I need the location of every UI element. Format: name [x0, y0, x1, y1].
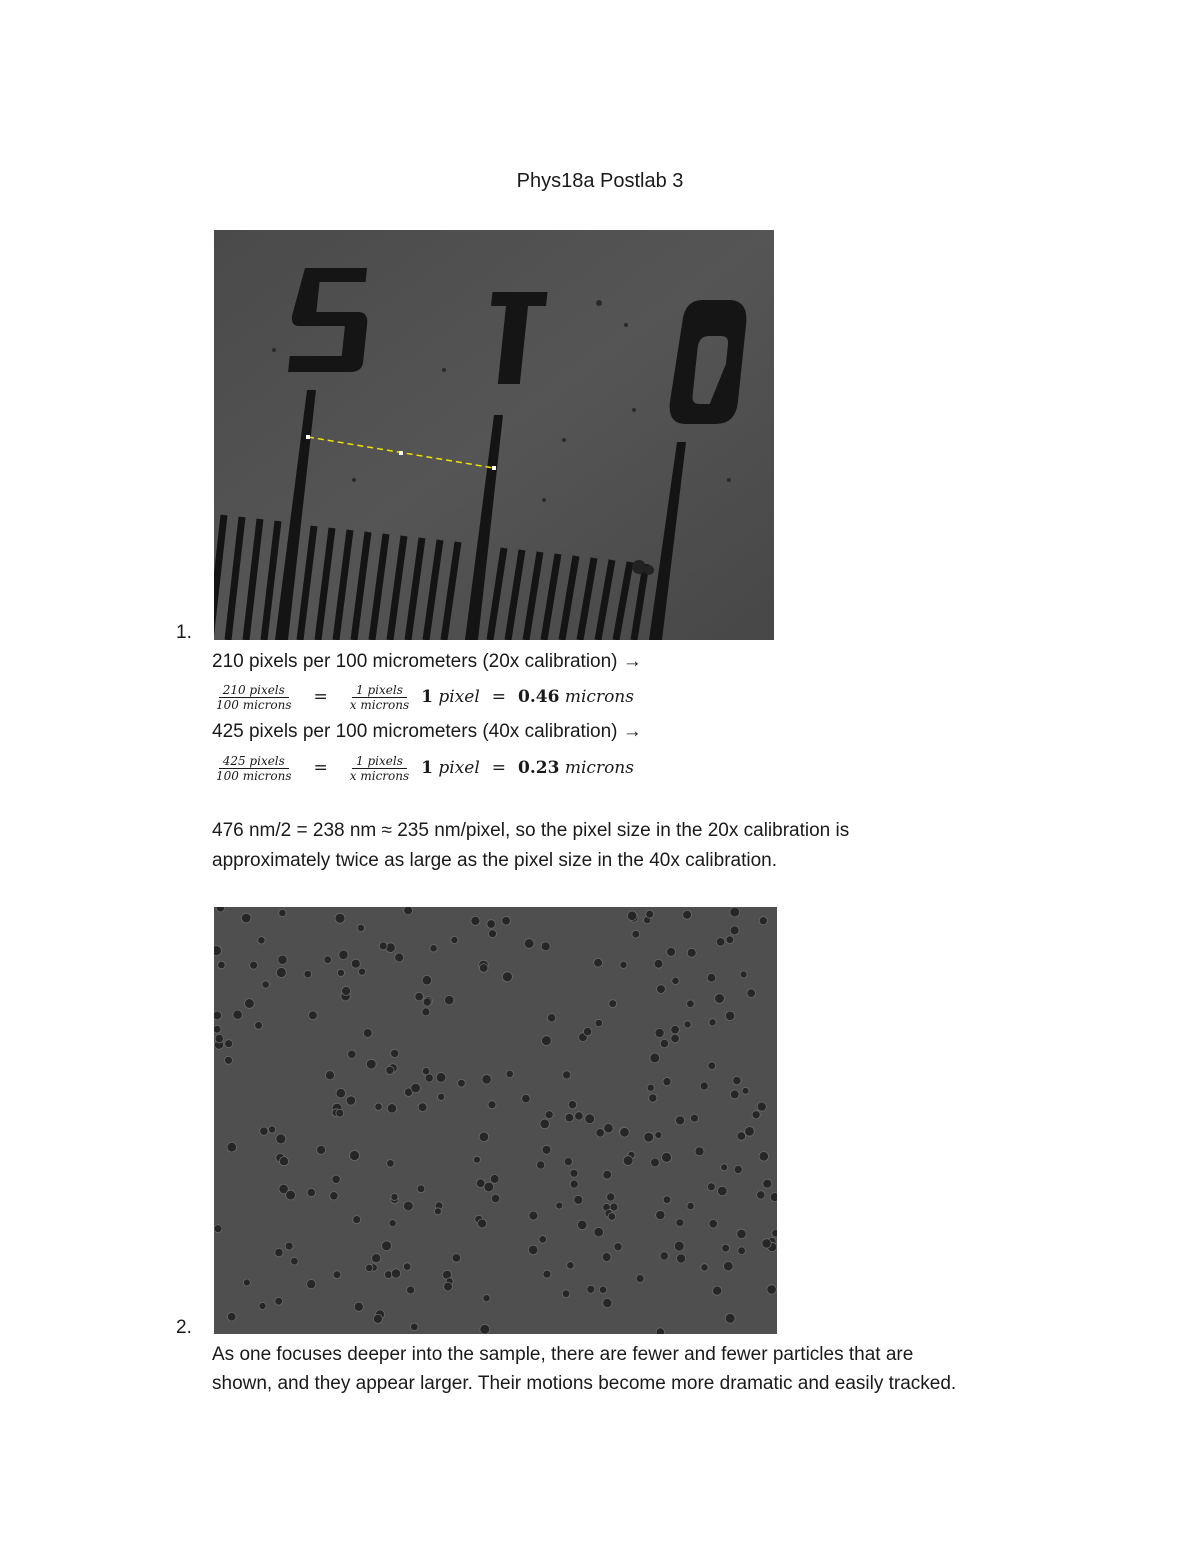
- particle: [663, 1078, 671, 1086]
- focus-paragraph-line-2: shown, and they appear larger. Their motions become more dramatic and easily tracked.: [212, 1373, 957, 1394]
- particle: [214, 1225, 222, 1233]
- particle: [262, 981, 269, 988]
- particle: [762, 1239, 771, 1248]
- list-marker-1: 1.: [176, 622, 192, 643]
- particle: [436, 1073, 446, 1083]
- particle: [575, 1112, 583, 1120]
- particle: [713, 1286, 722, 1295]
- particle: [671, 1034, 680, 1043]
- particle: [721, 1164, 728, 1171]
- particle: [654, 959, 663, 968]
- particle: [636, 1275, 644, 1283]
- particle: [417, 1185, 425, 1193]
- particle: [614, 1243, 622, 1251]
- particle: [730, 1090, 739, 1099]
- particle: [404, 907, 413, 915]
- particle: [522, 1094, 531, 1103]
- particle: [671, 1025, 680, 1034]
- particle: [657, 985, 666, 994]
- fraction-lhs: $\frac{\text{425 pixels}}{\text{100 microns}}$: [216, 753, 292, 783]
- particle: [537, 1161, 545, 1169]
- particle: [372, 1254, 381, 1263]
- particle: [479, 964, 488, 973]
- particle: [487, 920, 496, 929]
- particle: [479, 1132, 489, 1142]
- particle: [366, 1059, 376, 1069]
- particle: [542, 1145, 551, 1154]
- particle: [309, 1011, 318, 1020]
- particle: [596, 1129, 605, 1138]
- particle: [734, 1165, 742, 1173]
- particle: [502, 972, 512, 982]
- particle: [357, 924, 364, 931]
- particle: [506, 1070, 513, 1077]
- particle: [716, 938, 725, 947]
- particle: [241, 913, 251, 923]
- equation-20x: $\frac{\text{210 pixels}}{\text{100 microns}}$ = $\frac{\text{1 pixels}}{\text{x microns}}$ 1 pixel = 0.46 microns: [212, 680, 634, 714]
- particle: [677, 1254, 686, 1263]
- particle: [745, 1127, 755, 1137]
- particle: [422, 1068, 429, 1075]
- particle: [655, 1028, 664, 1037]
- particle: [543, 1270, 551, 1278]
- particle: [330, 1192, 338, 1200]
- particle: [644, 1132, 654, 1142]
- particle: [541, 942, 550, 951]
- particle: [366, 1264, 373, 1271]
- particle: [332, 1175, 340, 1183]
- particle: [214, 1025, 221, 1033]
- particle: [491, 1194, 500, 1203]
- particle: [709, 1019, 716, 1026]
- particle: [730, 926, 739, 935]
- particle: [742, 1087, 749, 1094]
- particle: [386, 1066, 394, 1074]
- particle: [444, 1282, 453, 1291]
- particles-graphic: [214, 907, 777, 1334]
- particle: [411, 1083, 421, 1093]
- calibration-20x-line: 210 pixels per 100 micrometers (20x calibration) →: [212, 651, 642, 672]
- particle: [763, 1179, 772, 1188]
- particle: [585, 1114, 595, 1124]
- particle: [490, 1175, 499, 1184]
- particle: [687, 1202, 694, 1209]
- particle: [382, 1241, 392, 1251]
- particle: [353, 1216, 361, 1224]
- particle: [676, 1219, 684, 1227]
- particle: [342, 987, 351, 996]
- particle: [539, 1236, 547, 1244]
- equation-40x: $\frac{\text{425 pixels}}{\text{100 microns}}$ = $\frac{\text{1 pixels}}{\text{x microns}}$ 1 pixel = 0.23 microns: [212, 751, 634, 785]
- particle: [542, 1036, 552, 1046]
- particle: [656, 1328, 664, 1334]
- particle: [379, 942, 387, 950]
- particle: [317, 1145, 326, 1154]
- particle: [747, 989, 756, 998]
- particle: [603, 1299, 612, 1308]
- particle: [291, 1257, 299, 1265]
- particle: [258, 937, 265, 944]
- particle: [660, 1252, 668, 1260]
- particle: [363, 1029, 372, 1038]
- particle: [351, 959, 360, 968]
- particle: [577, 1220, 587, 1230]
- particle: [574, 1195, 583, 1204]
- particle: [608, 1213, 616, 1221]
- particle: [403, 1201, 413, 1211]
- particle: [346, 1096, 355, 1105]
- particle: [730, 907, 740, 917]
- particle: [740, 971, 747, 978]
- particle: [627, 911, 637, 921]
- calibration-graphic: [214, 230, 774, 640]
- particle: [375, 1103, 382, 1110]
- calibration-image: [214, 230, 774, 640]
- particle: [583, 1027, 591, 1035]
- particle: [737, 1229, 746, 1238]
- particle: [524, 939, 534, 949]
- particle: [733, 1076, 741, 1084]
- particle: [339, 950, 348, 959]
- particle: [649, 1094, 657, 1102]
- particle: [687, 1000, 695, 1008]
- particle: [767, 1285, 776, 1294]
- particle: [595, 1019, 602, 1026]
- particle: [623, 1156, 633, 1166]
- particle: [603, 1170, 612, 1179]
- particle: [304, 970, 312, 978]
- particle: [324, 956, 332, 964]
- particle: [391, 1269, 400, 1278]
- particle: [701, 1264, 708, 1271]
- particle: [373, 1314, 382, 1323]
- particle: [759, 1152, 769, 1162]
- particle: [233, 1010, 242, 1019]
- particle: [333, 1271, 341, 1279]
- particle: [547, 1014, 555, 1022]
- particle: [650, 1053, 660, 1063]
- calibration-40x-line: 425 pixels per 100 micrometers (40x calibration) →: [212, 721, 642, 742]
- particle: [243, 1279, 250, 1286]
- particle: [620, 1128, 630, 1138]
- particle: [725, 1011, 734, 1020]
- particle: [391, 1193, 398, 1200]
- particle: [423, 998, 431, 1006]
- particle: [567, 1262, 574, 1269]
- particle: [337, 969, 344, 976]
- particle: [752, 1111, 760, 1119]
- particle: [540, 1119, 550, 1129]
- particle: [307, 1188, 315, 1196]
- particle: [687, 948, 696, 957]
- particle: [478, 1219, 487, 1228]
- particle: [422, 975, 432, 985]
- fraction-lhs: $\frac{\text{210 pixels}}{\text{100 microns}}$: [216, 682, 292, 712]
- pixel-size-paragraph-line-2: approximately twice as large as the pixel size in the 40x calibration.: [212, 850, 778, 871]
- particle: [489, 930, 497, 938]
- particle: [245, 999, 255, 1009]
- particle: [307, 1280, 316, 1289]
- particle: [663, 1196, 671, 1204]
- particle: [529, 1211, 538, 1220]
- particle: [662, 1152, 672, 1162]
- particle: [545, 1111, 553, 1119]
- particle: [411, 1323, 419, 1331]
- particle: [651, 1158, 660, 1167]
- particle: [528, 1245, 538, 1255]
- particle: [562, 1290, 570, 1298]
- particle: [667, 947, 676, 956]
- particle: [707, 1183, 715, 1191]
- particle: [757, 1191, 765, 1199]
- particle: [389, 1220, 396, 1227]
- particle: [227, 1312, 236, 1321]
- particle: [480, 1324, 490, 1334]
- particle: [214, 1011, 222, 1020]
- particle: [502, 917, 511, 926]
- particle: [726, 936, 734, 944]
- particle: [452, 1254, 461, 1263]
- particle: [556, 1202, 563, 1209]
- particle: [415, 992, 424, 1001]
- particle: [607, 1193, 615, 1201]
- particle: [335, 913, 345, 923]
- particle: [422, 1008, 430, 1016]
- particle: [620, 961, 627, 968]
- focus-paragraph-line-1: As one focuses deeper into the sample, there are fewer and fewer particles that are: [212, 1344, 914, 1365]
- particle: [250, 961, 258, 969]
- particle: [757, 1102, 766, 1111]
- particle: [215, 1034, 223, 1042]
- particle: [674, 1241, 684, 1251]
- particle: [564, 1157, 572, 1165]
- particle: [216, 907, 224, 912]
- particle: [570, 1180, 578, 1188]
- particle: [770, 1193, 777, 1202]
- particle: [599, 1286, 606, 1293]
- particle: [484, 1182, 494, 1192]
- particle: [715, 994, 725, 1004]
- fraction-rhs: $\frac{\text{1 pixels}}{\text{x microns}}$: [349, 682, 410, 712]
- particle: [286, 1190, 296, 1200]
- particle: [718, 1186, 728, 1196]
- particle: [259, 1302, 266, 1309]
- particle: [276, 1134, 286, 1144]
- particle: [707, 973, 716, 982]
- list-marker-2: 2.: [176, 1317, 192, 1338]
- particle: [395, 953, 404, 962]
- particle: [482, 1075, 491, 1084]
- pixel-size-paragraph-line-1: 476 nm/2 = 238 nm ≈ 235 nm/pixel, so the pixel size in the 20x calibration is: [212, 820, 850, 841]
- particle: [430, 945, 437, 952]
- particle: [759, 917, 767, 925]
- particle: [438, 1093, 445, 1100]
- particle: [407, 1286, 415, 1294]
- particle: [285, 1242, 293, 1250]
- particle: [227, 1142, 237, 1152]
- particle: [655, 1132, 662, 1139]
- particle: [690, 1114, 698, 1122]
- particle: [418, 1103, 427, 1112]
- particle: [772, 1229, 777, 1237]
- particle: [336, 1088, 346, 1098]
- particle: [275, 1297, 283, 1305]
- particle: [646, 910, 654, 918]
- particle: [660, 1039, 668, 1047]
- particle: [609, 1000, 617, 1008]
- particle: [336, 1109, 344, 1117]
- particle: [722, 1244, 730, 1252]
- particle: [737, 1132, 746, 1141]
- particle: [434, 1208, 441, 1215]
- particle: [445, 995, 454, 1004]
- page-title: Phys18a Postlab 3: [516, 170, 684, 192]
- particle: [568, 1101, 576, 1109]
- particle: [225, 1056, 233, 1064]
- particle: [587, 1285, 595, 1293]
- particle: [676, 1116, 685, 1125]
- particle: [683, 910, 692, 919]
- particle: [604, 1124, 613, 1133]
- particle: [451, 936, 458, 943]
- particle: [279, 909, 286, 916]
- particle: [403, 1263, 411, 1271]
- particle: [276, 968, 286, 978]
- particle: [325, 1071, 334, 1080]
- particle: [709, 1219, 718, 1228]
- particle: [695, 1147, 704, 1156]
- particle: [738, 1247, 746, 1255]
- particle: [387, 1104, 396, 1113]
- particle: [278, 955, 287, 964]
- particle: [387, 1160, 395, 1168]
- particle: [348, 1050, 356, 1058]
- particles-image: [214, 907, 777, 1334]
- particle: [647, 1084, 654, 1091]
- particle: [570, 1169, 578, 1177]
- particle: [354, 1302, 363, 1311]
- particle: [391, 1049, 399, 1057]
- particle: [565, 1113, 574, 1122]
- particle: [269, 1126, 276, 1133]
- particle: [563, 1071, 571, 1079]
- particle: [474, 1156, 481, 1163]
- particle: [275, 1248, 283, 1256]
- particle: [218, 961, 226, 969]
- fraction-rhs: $\frac{\text{1 pixels}}{\text{x microns}}$: [349, 753, 410, 783]
- particle: [279, 1157, 288, 1166]
- particle: [350, 1151, 360, 1161]
- particle: [602, 1253, 611, 1262]
- particle: [656, 1210, 665, 1219]
- particle: [684, 1021, 691, 1028]
- particle: [471, 916, 480, 925]
- particle: [708, 1062, 716, 1070]
- particle: [724, 1261, 734, 1271]
- particle: [594, 1227, 604, 1237]
- particle: [214, 946, 221, 956]
- particle: [488, 1101, 496, 1109]
- particle: [594, 958, 603, 967]
- particle: [359, 968, 366, 975]
- particle: [725, 1313, 735, 1323]
- particle: [632, 930, 640, 938]
- particle: [458, 1079, 466, 1087]
- particle: [255, 1022, 263, 1030]
- particle: [260, 1127, 268, 1135]
- particle: [225, 1040, 233, 1048]
- particle: [700, 1082, 708, 1090]
- particle: [476, 1179, 485, 1188]
- particle: [672, 977, 679, 984]
- particle: [483, 1295, 490, 1302]
